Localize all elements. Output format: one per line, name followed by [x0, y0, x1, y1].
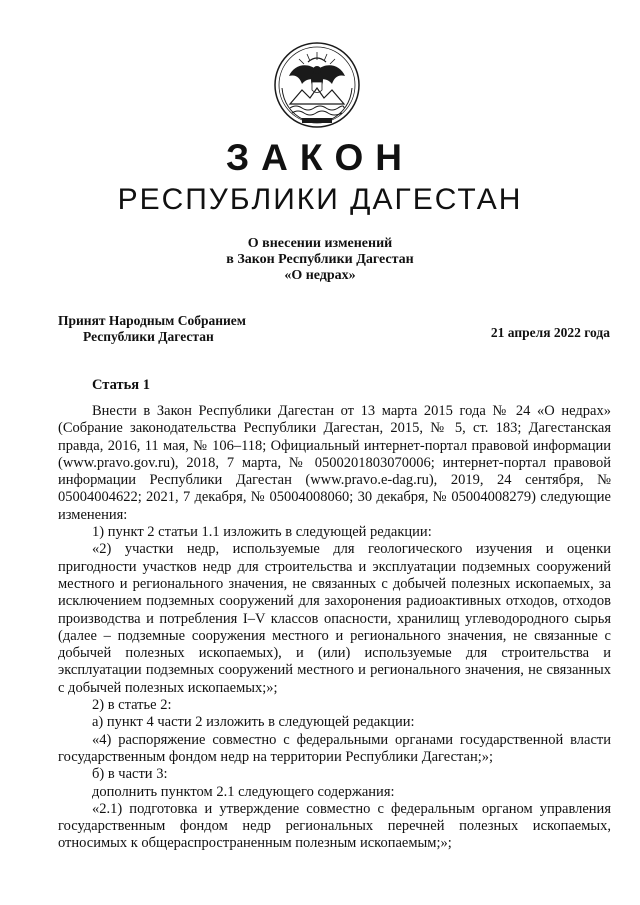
paragraph: «2) участки недр, используемые для геологического изучения и оценки пригодности участков недр для строительства и эксплуатации подземных сооружений местного и регионального значения, не связанных с добычей полезных ископаемых, за исключением подземных сооружений для захоронения радиоактивных отходов, отходов производства и потребления I–V классов опасности, хранилищ углеводородного сырья (далее – подземные сооружения местного и регионального значения, не связанные с добычей полезных ископаемых), и (или) используемые для строительства и эксплуатации подземных сооружений местного и регионального значения, не связанных с добычей полезных ископаемых;»; — [58, 541, 611, 696]
article-heading: Статья 1 — [92, 377, 150, 393]
adopted-line: Республики Дагестан — [83, 329, 214, 344]
paragraph: 2) в статье 2: — [92, 697, 172, 714]
adoption-date: 21 апреля 2022 года — [490, 325, 610, 340]
article-body — [58, 403, 611, 853]
adopted-line: Принят Народным Собранием — [58, 313, 246, 328]
paragraph: «2.1) подготовка и утверждение совместно с федеральным органом управления государственным фондом недр региональных перечней полезных ископаемых, относимых к общераспространенным полезным ископаемым;»; — [58, 800, 611, 852]
paragraph: 1) пункт 2 статьи 1.1 изложить в следующей редакции: — [92, 524, 432, 541]
adopted-by — [58, 313, 246, 345]
law-name-line: О внесении изменений — [247, 236, 393, 251]
paragraph: Внести в Закон Республики Дагестан от 13 марта 2015 года № 24 «О недрах» (Собрание законодательства Республики Дагестан, 2015, № 5, ст. 183; Дагестанская правда, 2016, 11 мая, № 106–118; Официальный интернет-портал правовой информации (www.pravo.gov.ru), 2018, 7 марта, № 0500201803070006; интернет-портал правовой информации Республики Дагестан (www.pravo.e-dag.ru), 2019, 24 сентября, № 05004004622; 2021, 7 декабря, № 05004008060; 30 декабря, № 05004008279) следующие изменения: — [58, 403, 611, 523]
law-name — [0, 236, 640, 284]
paragraph: а) пункт 4 части 2 изложить в следующей редакции: — [92, 714, 415, 731]
paragraph: «4) распоряжение совместно с федеральными органами государственной власти государственным фондом недр на территории Республики Дагестан;»; — [58, 731, 611, 765]
document-title: ЗАКОН — [226, 137, 414, 178]
document-subtitle: РЕСПУБЛИКИ ДАГЕСТАН — [117, 183, 523, 216]
law-name-line: «О недрах» — [284, 268, 356, 283]
paragraph: б) в части 3: — [92, 766, 168, 783]
law-name-line: в Закон Республики Дагестан — [226, 252, 414, 267]
coat-of-arms-icon — [272, 40, 362, 130]
paragraph: дополнить пунктом 2.1 следующего содержания: — [92, 783, 395, 800]
